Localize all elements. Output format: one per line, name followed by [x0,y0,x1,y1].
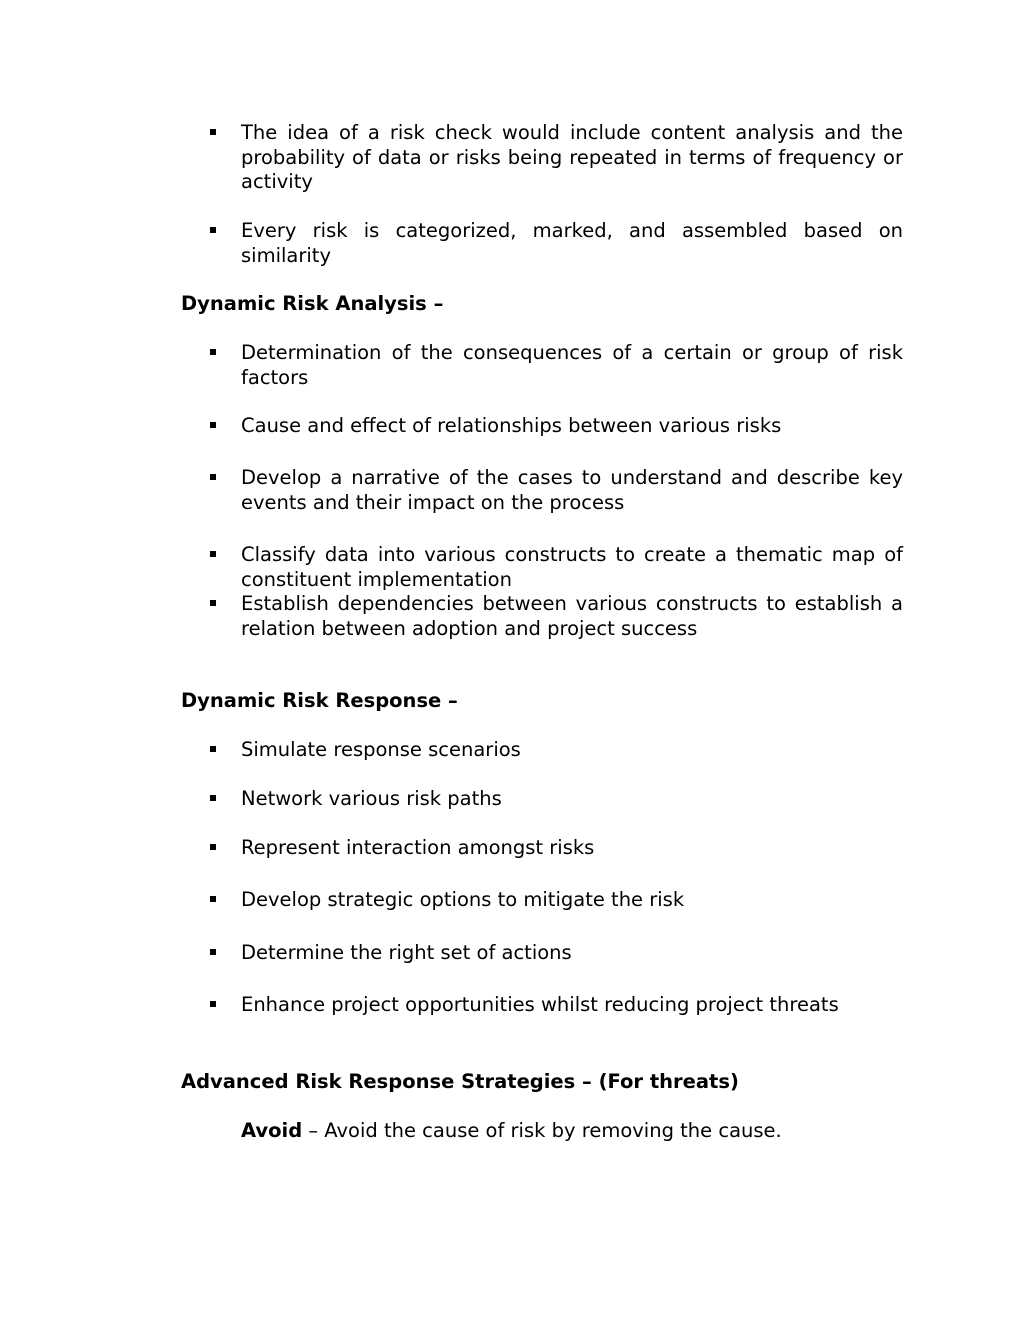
list-item-text: Develop strategic options to mitigate the risk [241,888,685,911]
square-bullet-icon [210,349,216,355]
square-bullet-icon [210,746,216,752]
avoid-paragraph [241,1119,903,1144]
square-bullet-icon [210,949,216,955]
list-item-text: Every risk is categorized, marked, and assembled based on similarity [241,219,903,267]
list-item-text: Determine the right set of actions [241,941,572,964]
avoid-description: – Avoid the cause of risk by removing the cause. [302,1119,782,1142]
list-item [210,993,903,1018]
list-item [210,414,903,439]
square-bullet-icon [210,600,216,606]
square-bullet-icon [210,1001,216,1007]
square-bullet-icon [210,844,216,850]
list-item [210,941,903,966]
square-bullet-icon [210,129,216,135]
list-item-text: Enhance project opportunities whilst reducing project threats [241,993,839,1016]
list-item [210,592,903,641]
avoid-term: Avoid [241,1119,303,1142]
list-item [210,836,903,861]
list-item-text: Represent interaction amongst risks [241,836,595,859]
list-item [210,787,903,812]
square-bullet-icon [210,474,216,480]
square-bullet-icon [210,551,216,557]
list-item [210,466,903,515]
section-heading-advanced-risk-response: Advanced Risk Response Strategies – (For threats) [181,1070,739,1093]
square-bullet-icon [210,227,216,233]
list-item [210,543,903,592]
list-item-text: Network various risk paths [241,787,502,810]
list-item [210,888,903,913]
square-bullet-icon [210,422,216,428]
list-item-text: Develop a narrative of the cases to understand and describe key events and their impact on the process [241,466,903,514]
list-item-text: Cause and effect of relationships between various risks [241,414,782,437]
section-heading-dynamic-risk-analysis: Dynamic Risk Analysis – [181,292,444,315]
list-item [210,341,903,390]
square-bullet-icon [210,896,216,902]
list-item-text: Simulate response scenarios [241,738,521,761]
list-item-text: Establish dependencies between various constructs to establish a relation between adoption and project success [241,592,903,640]
list-item-text: Classify data into various constructs to create a thematic map of constituent implementation [241,543,903,591]
list-item-text: Determination of the consequences of a certain or group of risk factors [241,341,903,389]
list-item-text: The idea of a risk check would include content analysis and the probability of data or risks being repeated in terms of frequency or activity [241,121,903,193]
list-item [210,738,903,763]
list-item [210,121,903,195]
list-item [210,219,903,268]
square-bullet-icon [210,795,216,801]
section-heading-dynamic-risk-response: Dynamic Risk Response – [181,689,458,712]
